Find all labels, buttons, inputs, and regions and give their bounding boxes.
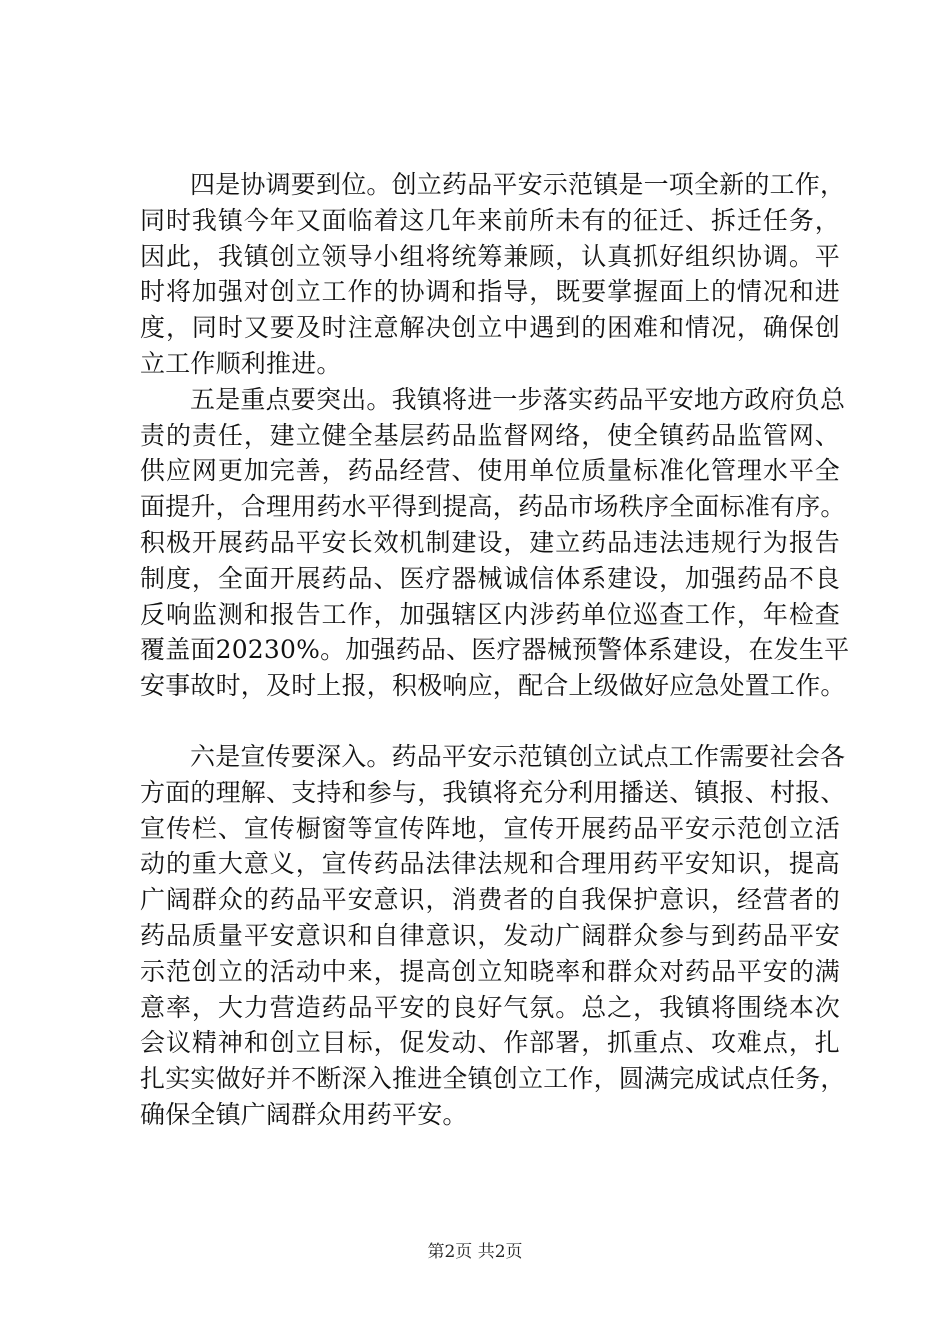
text-line: 六是宣传要深入。药品平安示范镇创立试点工作需要社会各: [190, 741, 846, 771]
text-line: 责的责任，建立健全基层药品监督网络，使全镇药品监管网、: [140, 420, 840, 450]
text-line: 时将加强对创立工作的协调和指导，既要掌握面上的情况和进: [140, 277, 840, 307]
text-line: 示范创立的活动中来，提高创立知晓率和群众对药品平安的满: [140, 956, 840, 986]
text-line: 四是协调要到位。创立药品平安示范镇是一项全新的工作，: [190, 170, 846, 199]
paragraph: [140, 739, 846, 1133]
document-body: [140, 167, 850, 1133]
text-line: 药品质量平安意识和自律意识，发动广阔群众参与到药品平安: [140, 920, 840, 950]
text-line: 反响监测和报告工作，加强辖区内涉药单位巡查工作，年检查: [140, 599, 840, 629]
text-line: 会议精神和创立目标，促发动、作部署，抓重点、攻难点，扎: [140, 1028, 840, 1058]
text-line: 五是重点要突出。我镇将进一步落实药品平安地方政府负总: [190, 384, 846, 414]
text-line: 制度，全面开展药品、医疗器械诚信体系建设，加强药品不良: [140, 563, 840, 593]
text-line: 宣传栏、宣传橱窗等宣传阵地，宣传开展药品平安示范创立活: [140, 813, 840, 843]
paragraph: [140, 167, 846, 382]
paragraph: [140, 382, 850, 704]
text-line: 度，同时又要及时注意解决创立中遇到的困难和情况，确保创: [140, 313, 840, 343]
text-line: 确保全镇广阔群众用药平安。: [140, 1099, 468, 1129]
text-line: 面提升，合理用药水平得到提高，药品市场秩序全面标准有序。: [140, 492, 846, 522]
text-line: 同时我镇今年又面临着这几年来前所未有的征迁、拆迁任务，: [140, 205, 840, 235]
text-line: 安事故时，及时上报，积极响应，配合上级做好应急处置工作。: [140, 671, 846, 701]
paragraph-spacer: [140, 704, 840, 739]
text-line: 供应网更加完善，药品经营、使用单位质量标准化管理水平全: [140, 456, 840, 486]
text-line: 方面的理解、支持和参与，我镇将充分利用播送、镇报、村报、: [140, 777, 846, 807]
text-line: 立工作顺利推进。: [140, 348, 342, 378]
text-line: 意率，大力营造药品平安的良好气氛。总之，我镇将围绕本次: [140, 992, 840, 1022]
text-line: 覆盖面20230%。加强药品、医疗器械预警体系建设，在发生平: [140, 635, 850, 665]
page-number-footer: 第2页 共2页: [427, 1242, 523, 1262]
text-line: 因此，我镇创立领导小组将统筹兼顾，认真抓好组织协调。平: [140, 241, 840, 271]
text-line: 积极开展药品平安长效机制建设，建立药品违法违规行为报告: [140, 527, 840, 557]
text-line: 扎实实做好并不断深入推进全镇创立工作，圆满完成试点任务，: [140, 1064, 846, 1094]
text-line: 动的重大意义，宣传药品法律法规和合理用药平安知识，提高: [140, 849, 840, 879]
text-line: 广阔群众的药品平安意识，消费者的自我保护意识，经营者的: [140, 885, 840, 915]
